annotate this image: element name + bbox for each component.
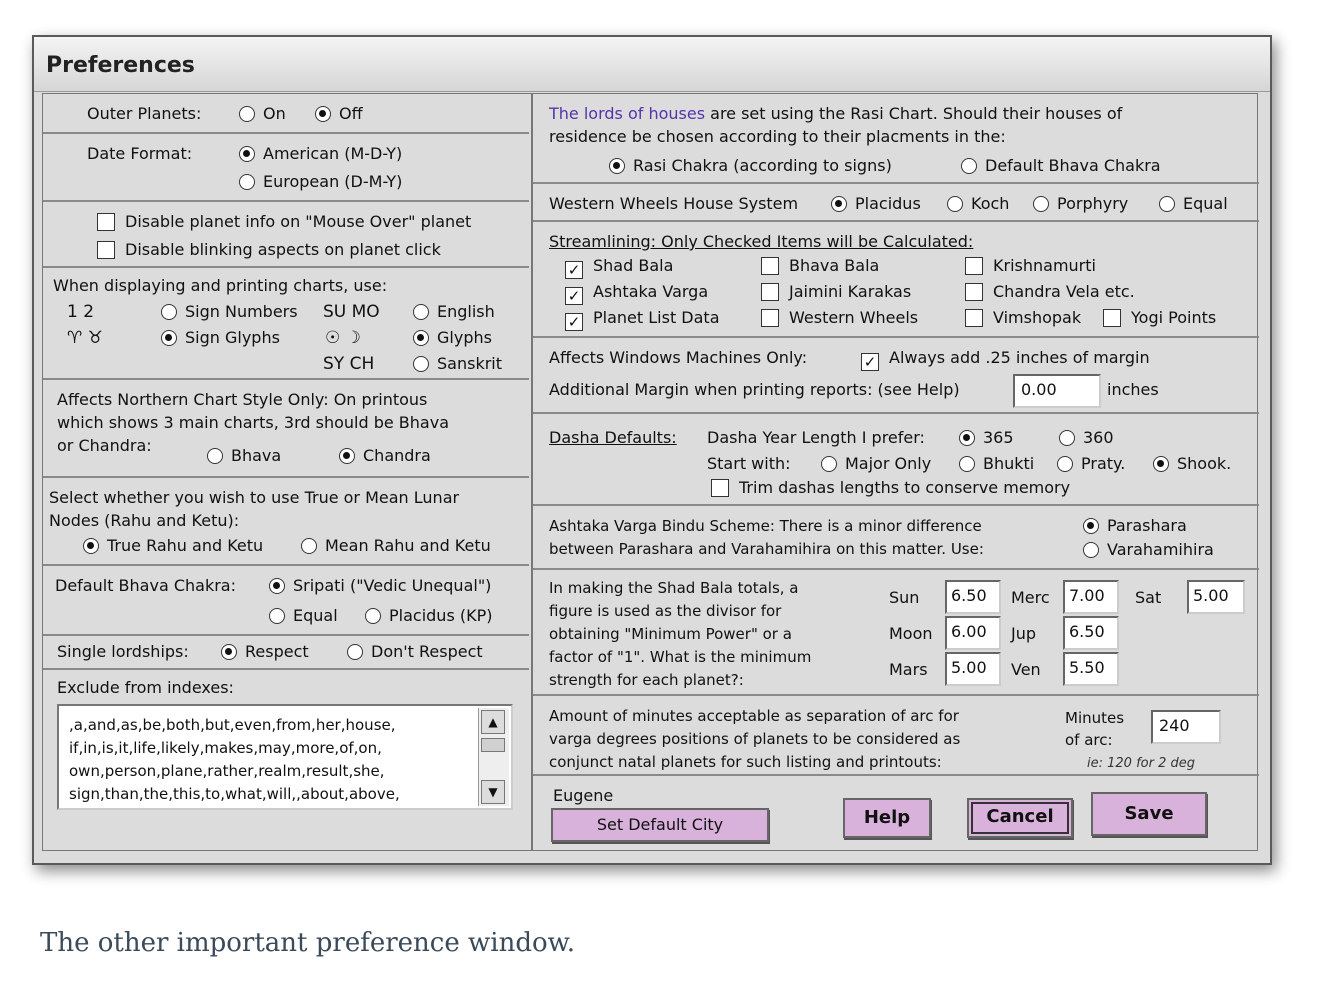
shad-line: In making the Shad Bala totals, a	[549, 579, 799, 597]
praty-radio[interactable]: Praty.	[1057, 454, 1125, 474]
checkbox-icon	[965, 283, 983, 301]
sun-label: Sun	[889, 588, 920, 607]
bhukti-radio[interactable]: Bhukti	[959, 454, 1034, 474]
radio-icon	[1033, 196, 1049, 212]
trim-dashas-checkbox[interactable]: Trim dashas lengths to conserve memory	[711, 478, 1070, 498]
radio-selected-icon	[1083, 518, 1099, 534]
merc-input[interactable]: 7.00	[1063, 580, 1119, 614]
bhava-bala-checkbox[interactable]: Bhava Bala	[761, 256, 879, 276]
radio-icon	[239, 174, 255, 190]
radio-icon	[1083, 542, 1099, 558]
radio-selected-icon	[413, 330, 429, 346]
moon-label: Moon	[889, 624, 933, 643]
koch-radio[interactable]: Koch	[947, 194, 1009, 214]
mars-label: Mars	[889, 660, 928, 679]
radio-icon	[207, 448, 223, 464]
krishnamurti-checkbox[interactable]: Krishnamurti	[965, 256, 1096, 276]
of-arc-label: of arc:	[1065, 731, 1113, 749]
minutes-input[interactable]: 240	[1151, 710, 1221, 744]
preferences-window	[32, 35, 1272, 865]
checkmark-icon: ✓	[861, 353, 879, 371]
yogi-points-checkbox[interactable]: Yogi Points	[1103, 308, 1216, 328]
shad-line: strength for each planet?:	[549, 671, 744, 689]
radio-icon	[961, 158, 977, 174]
dont-respect-radio[interactable]: Don't Respect	[347, 642, 483, 662]
checkbox-icon	[761, 257, 779, 275]
mean-rahu-ketu-radio[interactable]: Mean Rahu and Ketu	[301, 536, 491, 556]
rasi-chakra-radio[interactable]: Rasi Chakra (according to signs)	[609, 156, 892, 176]
moon-input[interactable]: 6.00	[945, 616, 1001, 650]
english-radio[interactable]: English	[413, 302, 495, 322]
radio-selected-icon	[959, 430, 975, 446]
shad-line: figure is used as the divisor for	[549, 602, 782, 620]
jup-label: Jup	[1011, 624, 1037, 643]
american-date-radio[interactable]: American (M-D-Y)	[239, 144, 402, 164]
radio-icon	[959, 456, 975, 472]
sripati-radio[interactable]: Sripati ("Vedic Unequal")	[269, 576, 491, 596]
checkbox-icon	[761, 283, 779, 301]
equal-house-radio[interactable]: Equal	[1159, 194, 1228, 214]
inches-label: inches	[1107, 380, 1159, 399]
exclude-words-content	[69, 714, 400, 806]
outer-planets-off-radio[interactable]: Off	[315, 104, 363, 124]
bhava-chakra-label: Default Bhava Chakra:	[55, 576, 236, 595]
radio-icon	[365, 608, 381, 624]
default-bhava-chakra-radio[interactable]: Default Bhava Chakra	[961, 156, 1161, 176]
radio-selected-icon	[609, 158, 625, 174]
checkbox-icon	[965, 309, 983, 327]
northern-line1: Affects Northern Chart Style Only: On printous	[57, 390, 428, 409]
bhava-radio[interactable]: Bhava	[207, 446, 281, 466]
planet-glyph-sample: ☉ ☽	[325, 328, 361, 348]
radio-icon	[239, 106, 255, 122]
parashara-radio[interactable]: Parashara	[1083, 516, 1187, 536]
minutes-line2: varga degrees positions of planets to be considered as	[549, 730, 961, 748]
ven-label: Ven	[1011, 660, 1041, 679]
shook-radio[interactable]: Shook.	[1153, 454, 1231, 474]
shad-line: factor of "1". What is the minimum	[549, 648, 812, 666]
sanskrit-radio[interactable]: Sanskrit	[413, 354, 502, 374]
scroll-thumb[interactable]	[481, 738, 505, 752]
lordships-label: Single lordships:	[57, 642, 189, 661]
glyphs-radio[interactable]: Glyphs	[413, 328, 492, 348]
checkmark-icon: ✓	[565, 313, 583, 331]
radio-icon	[413, 304, 429, 320]
radio-icon	[269, 608, 285, 624]
porphyry-radio[interactable]: Porphyry	[1033, 194, 1128, 214]
sat-input[interactable]: 5.00	[1187, 580, 1245, 614]
left-column	[43, 94, 529, 850]
european-date-radio[interactable]: European (D-M-Y)	[239, 172, 402, 192]
minutes-line3: conjunct natal planets for such listing and printouts:	[549, 753, 942, 771]
equal-chakra-radio[interactable]: Equal	[269, 606, 338, 626]
checkmark-icon: ✓	[565, 287, 583, 305]
radio-selected-icon	[269, 578, 285, 594]
always-add-margin-checkbox[interactable]: ✓ Always add .25 inches of margin	[861, 348, 1150, 371]
radio-selected-icon	[161, 330, 177, 346]
minutes-label: Minutes	[1065, 709, 1125, 727]
radio-icon	[821, 456, 837, 472]
sign-glyphs-radio[interactable]: Sign Glyphs	[161, 328, 280, 348]
minutes-section	[533, 696, 1259, 776]
exclude-line: ,a,and,as,be,both,but,even,from,her,house,	[69, 716, 396, 734]
scrollbar[interactable]	[478, 708, 509, 806]
windows-section	[533, 338, 1259, 414]
northern-chart-section	[43, 380, 529, 478]
disable-mouse-over-checkbox[interactable]: Disable planet info on "Mouse Over" planet	[97, 212, 471, 232]
radio-selected-icon	[239, 146, 255, 162]
checkbox-icon	[711, 479, 729, 497]
planet-abbrev-english: SU MO	[323, 302, 380, 322]
window-title: Preferences	[46, 53, 195, 78]
radio-icon	[1059, 430, 1075, 446]
varahamihira-radio[interactable]: Varahamihira	[1083, 540, 1214, 560]
sign-numbers-radio[interactable]: Sign Numbers	[161, 302, 298, 322]
dasha-section	[533, 414, 1259, 506]
true-rahu-ketu-radio[interactable]: True Rahu and Ketu	[83, 536, 263, 556]
radio-selected-icon	[1153, 456, 1169, 472]
respect-radio[interactable]: Respect	[221, 642, 309, 662]
chandra-radio[interactable]: Chandra	[339, 446, 431, 466]
radio-icon	[947, 196, 963, 212]
northern-line3: or Chandra:	[57, 436, 152, 455]
radio-icon	[1057, 456, 1073, 472]
radio-selected-icon	[831, 196, 847, 212]
exclude-label: Exclude from indexes:	[57, 678, 234, 697]
merc-label: Merc	[1011, 588, 1050, 607]
chandra-vela-checkbox[interactable]: Chandra Vela etc.	[965, 282, 1135, 302]
exclude-words-textarea[interactable]	[57, 704, 513, 810]
streamlining-section	[533, 222, 1259, 338]
checkmark-icon: ✓	[565, 261, 583, 279]
content-panel	[42, 93, 1258, 851]
checkbox-icon	[97, 213, 115, 231]
sat-label: Sat	[1135, 588, 1162, 607]
margin-label: Additional Margin when printing reports: (see Help)	[549, 380, 960, 399]
northern-line2: which shows 3 main charts, 3rd should be Bhava	[57, 413, 449, 432]
year-365-radio[interactable]: 365	[959, 428, 1014, 448]
sign-glyph-sample: ♈ ♉	[67, 328, 103, 348]
help-button[interactable]: Help	[843, 798, 931, 838]
radio-icon	[347, 644, 363, 660]
western-wheels-checkbox[interactable]: Western Wheels	[761, 308, 918, 328]
placidus-kp-radio[interactable]: Placidus (KP)	[365, 606, 492, 626]
western-house-section	[533, 184, 1259, 222]
windows-label: Affects Windows Machines Only:	[549, 348, 808, 367]
disable-blinking-checkbox[interactable]: Disable blinking aspects on planet click	[97, 240, 441, 260]
cancel-button[interactable]: Cancel	[967, 798, 1073, 838]
right-column	[531, 94, 1259, 850]
placidus-radio[interactable]: Placidus	[831, 194, 921, 214]
display-label: When displaying and printing charts, use:	[53, 276, 388, 295]
exclude-line: if,in,is,it,life,likely,makes,may,more,of,on,	[69, 739, 382, 757]
title-bar[interactable]	[34, 37, 1270, 92]
minutes-line1: Amount of minutes acceptable as separation of arc for	[549, 707, 959, 725]
mars-input[interactable]: 5.00	[945, 652, 1001, 686]
scroll-down-arrow-icon[interactable]: ▼	[481, 780, 505, 804]
radio-icon	[1159, 196, 1175, 212]
nodes-line2: Nodes (Rahu and Ketu):	[49, 511, 240, 530]
lords-of-houses-link[interactable]: The lords of houses	[549, 104, 706, 123]
scroll-up-arrow-icon[interactable]: ▲	[481, 710, 505, 734]
checkbox-icon	[97, 241, 115, 259]
shad-bala-section	[533, 570, 1259, 696]
year-360-radio[interactable]: 360	[1059, 428, 1114, 448]
ashtaka-section	[533, 506, 1259, 570]
set-default-city-button[interactable]: Set Default City	[551, 808, 769, 842]
nodes-line1: Select whether you wish to use True or Mean Lunar	[49, 488, 460, 507]
date-format-label: Date Format:	[87, 144, 193, 163]
ven-input[interactable]: 5.50	[1063, 652, 1119, 686]
radio-selected-icon	[221, 644, 237, 660]
ashtaka-varga-checkbox[interactable]: ✓ Ashtaka Varga	[565, 282, 708, 305]
lordships-section	[43, 636, 529, 670]
city-name: Eugene	[553, 786, 614, 805]
exclude-line: own,person,plane,rather,realm,result,she,	[69, 762, 385, 780]
disable-section	[43, 202, 529, 268]
radio-icon	[413, 356, 429, 372]
save-button[interactable]: Save	[1091, 792, 1207, 836]
dasha-label: Dasha Defaults:	[549, 428, 677, 447]
major-only-radio[interactable]: Major Only	[821, 454, 931, 474]
minutes-hint: ie: 120 for 2 deg	[1087, 756, 1195, 771]
ashtaka-line1: Ashtaka Varga Bindu Scheme: There is a minor difference	[549, 517, 982, 535]
jup-input[interactable]: 6.50	[1063, 616, 1119, 650]
lords-line2: residence be chosen according to their placments in the:	[549, 127, 1006, 146]
shad-bala-checkbox[interactable]: ✓ Shad Bala	[565, 256, 673, 279]
checkbox-icon	[761, 309, 779, 327]
radio-icon	[161, 304, 177, 320]
outer-planets-label: Outer Planets:	[87, 104, 202, 123]
lords-section	[533, 94, 1259, 184]
vimshopak-checkbox[interactable]: Vimshopak	[965, 308, 1081, 328]
default-bhava-chakra-section	[43, 566, 529, 636]
lunar-nodes-section	[43, 478, 529, 566]
dasha-year-label: Dasha Year Length I prefer:	[707, 428, 925, 447]
radio-selected-icon	[83, 538, 99, 554]
radio-icon	[301, 538, 317, 554]
streamlining-label: Streamlining: Only Checked Items will be Calculated:	[549, 232, 974, 251]
checkbox-icon	[965, 257, 983, 275]
start-with-label: Start with:	[707, 454, 791, 473]
sun-input[interactable]: 6.50	[945, 580, 1001, 614]
display-section	[43, 268, 529, 380]
shad-line: obtaining "Minimum Power" or a	[549, 625, 792, 643]
planet-abbrev-sanskrit: SY CH	[323, 354, 375, 374]
ashtaka-line2: between Parashara and Varahamihira on this matter. Use:	[549, 540, 984, 558]
figure-caption: The other important preference window.	[40, 928, 576, 958]
radio-selected-icon	[315, 106, 331, 122]
exclude-line: sign,than,the,this,to,what,will,,about,above,	[69, 785, 400, 803]
western-house-label: Western Wheels House System	[549, 194, 799, 213]
checkbox-icon	[1103, 309, 1121, 327]
sign-number-sample: 1 2	[67, 302, 95, 322]
jaimini-karakas-checkbox[interactable]: Jaimini Karakas	[761, 282, 911, 302]
outer-planets-section	[43, 94, 529, 134]
outer-planets-on-radio[interactable]: On	[239, 104, 286, 124]
planet-list-data-checkbox[interactable]: ✓ Planet List Data	[565, 308, 720, 331]
margin-input[interactable]: 0.00	[1013, 374, 1101, 408]
date-format-section	[43, 134, 529, 202]
radio-selected-icon	[339, 448, 355, 464]
lords-line1: The lords of houses are set using the Rasi Chart. Should their houses of	[549, 104, 1123, 123]
